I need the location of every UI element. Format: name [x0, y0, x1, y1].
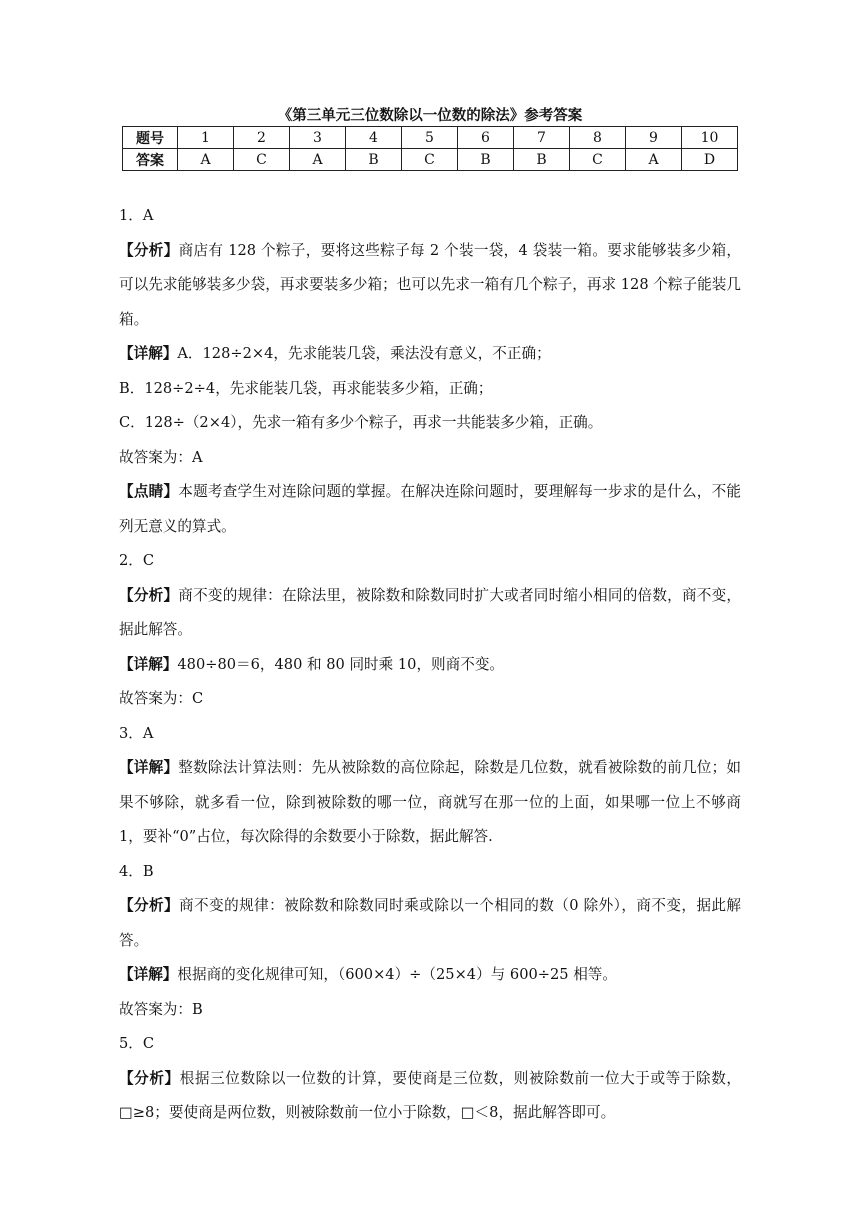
table-cell: C [402, 149, 458, 171]
question-heading: 5．C [119, 1035, 155, 1052]
analysis-tag: 【分析】 [119, 241, 179, 259]
question-heading: 3．A [119, 724, 154, 742]
table-cell: 8 [570, 127, 626, 149]
table-row-numbers [123, 127, 738, 149]
detail-line: B．128÷2÷4，先求能装几袋，再求能装多少箱，正确； [119, 379, 493, 397]
detail-tag: 【详解】 [119, 966, 178, 983]
table-cell: A [290, 149, 346, 171]
answer-line: 故答案为：A [119, 448, 203, 466]
answer-line: 故答案为：B [119, 1000, 203, 1018]
table-cell: 7 [514, 127, 570, 149]
table-cell: A [626, 149, 682, 171]
question-heading: 2．C [119, 552, 155, 569]
table-header-number: 题号 [123, 127, 178, 149]
table-cell: 6 [458, 127, 514, 149]
analysis-text: 商店有 128 个粽子，要将这些粽子每 2 个装一袋，4 袋装一箱。要求能够装多少箱，可以先求能够装多少袋，再求要装多少箱；也可以先求一箱有几个粽子，再求 128 个粽子能装几箱。 [119, 241, 741, 328]
analysis-text: 根据三位数除以一位数的计算，要使商是三位数，则被除数前一位大于或等于除数，□≥8；要使商是两位数，则被除数前一位小于除数，□＜8，据此解答即可。 [119, 1069, 741, 1121]
analysis-paragraph [119, 1062, 741, 1131]
table-cell: A [178, 149, 234, 171]
analysis-paragraph [119, 579, 741, 648]
detail-paragraph [119, 751, 741, 855]
table-cell: B [514, 149, 570, 171]
analysis-tag: 【分析】 [119, 897, 180, 914]
table-cell: C [234, 149, 290, 171]
detail-text: 根据商的变化规律可知，（600×4）÷（25×4）与 600÷25 相等。 [177, 966, 617, 983]
solutions-body [119, 199, 741, 1131]
table-cell: 1 [178, 127, 234, 149]
detail-paragraph [119, 648, 741, 683]
table-cell: 4 [346, 127, 402, 149]
detail-text: A．128÷2×4，先求能装几袋，乘法没有意义，不正确； [177, 345, 551, 362]
analysis-paragraph [119, 234, 741, 338]
analysis-tag: 【分析】 [119, 586, 179, 604]
analysis-tag: 【分析】 [119, 1069, 180, 1087]
question-heading: 4．B [119, 862, 154, 880]
comment-text: 本题考查学生对连除问题的掌握。在解决连除问题时，要理解每一步求的是什么，不能列无意义的算式。 [119, 483, 741, 535]
question-heading: 1．A [119, 207, 154, 224]
table-cell: 2 [234, 127, 290, 149]
page-title: 《第三单元三位数除以一位数的除法》参考答案 [277, 108, 583, 124]
table-cell: D [682, 149, 738, 171]
table-cell: B [458, 149, 514, 171]
table-cell: 10 [682, 127, 738, 149]
table-cell: B [346, 149, 402, 171]
detail-text: 整数除法计算法则：先从被除数的高位除起，除数是几位数，就看被除数的前几位；如果不够除，就多看一位，除到被除数的哪一位，商就写在那一位的上面，如果哪一位上不够商 1，要补“0”占位，每次除得的余数要小于除数，据此解答. [119, 759, 741, 845]
analysis-text: 商不变的规律：在除法里，被除数和除数同时扩大或者同时缩小相同的倍数，商不变，据此解答。 [119, 586, 741, 638]
comment-tag: 【点睛】 [119, 483, 179, 500]
detail-text: 480÷80＝6，480 和 80 同时乘 10，则商不变。 [177, 655, 505, 673]
detail-tag: 【详解】 [119, 759, 179, 776]
answer-table [122, 126, 738, 171]
comment-paragraph [119, 475, 741, 544]
table-cell: 3 [290, 127, 346, 149]
detail-line: C．128÷（2×4），先求一箱有多少个粽子，再求一共能装多少箱，正确。 [119, 414, 603, 431]
detail-tag: 【详解】 [119, 345, 178, 362]
table-cell: 5 [402, 127, 458, 149]
table-cell: 9 [626, 127, 682, 149]
detail-paragraph [119, 337, 741, 372]
table-row-answers [123, 149, 738, 171]
table-cell: C [570, 149, 626, 171]
answer-line: 故答案为：C [119, 690, 204, 707]
detail-paragraph [119, 958, 741, 993]
analysis-text: 商不变的规律：被除数和除数同时乘或除以一个相同的数（0 除外），商不变，据此解答。 [119, 897, 741, 949]
analysis-paragraph [119, 889, 741, 958]
detail-tag: 【详解】 [119, 655, 178, 673]
table-header-answer: 答案 [123, 149, 178, 171]
